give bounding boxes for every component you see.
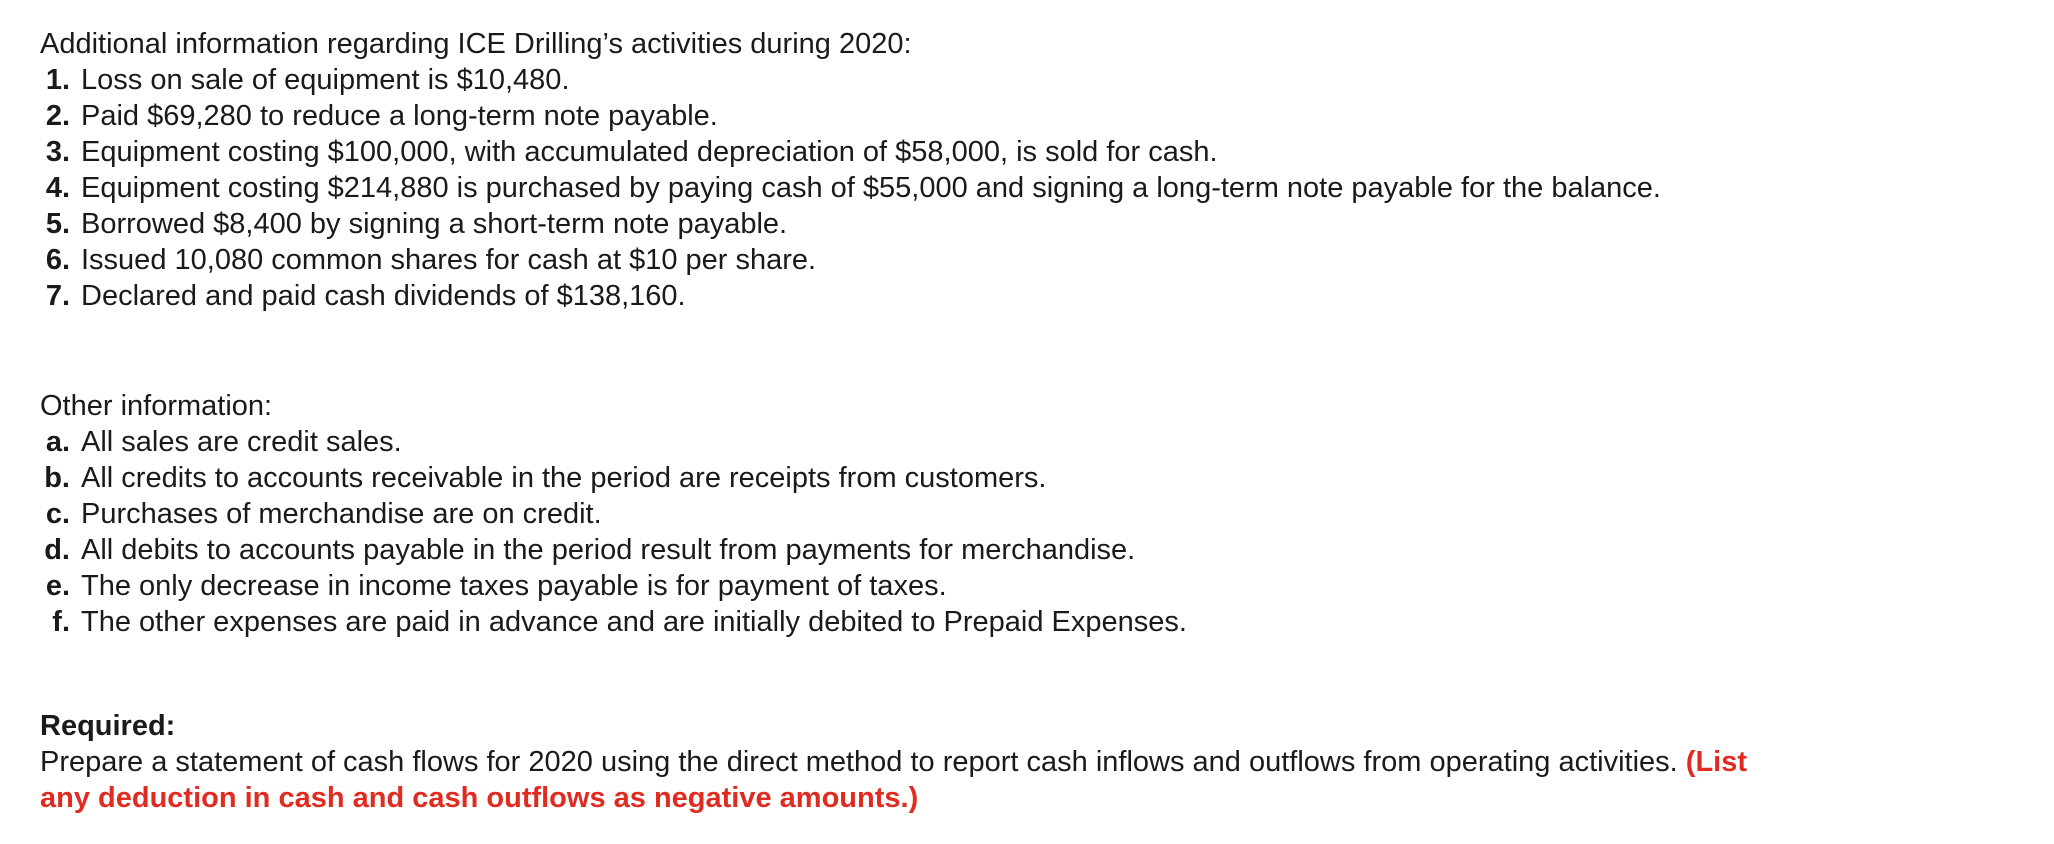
list-marker: 2. [45,100,70,132]
list-item-text: The only decrease in income taxes payable is for payment of taxes. [81,570,947,602]
list-item-text: Loss on sale of equipment is $10,480. [81,64,570,96]
list-marker: c. [45,498,70,530]
list-marker: 4. [45,172,70,204]
list-marker: 3. [45,136,70,168]
other-information-heading: Other information: [40,390,273,422]
list-item-text: Equipment costing $100,000, with accumulated depreciation of $58,000, is sold for cash. [81,136,1218,168]
list-item-text: The other expenses are paid in advance and are initially debited to Prepaid Expenses. [81,606,1187,638]
required-instruction-line-2: any deduction in cash and cash outflows as negative amounts.) [40,782,919,814]
required-heading: Required: [40,710,176,742]
list-item-text: Paid $69,280 to reduce a long-term note payable. [81,100,718,132]
list-item-text: All credits to accounts receivable in the period are receipts from customers. [81,462,1047,494]
list-item-text: All debits to accounts payable in the period result from payments for merchandise. [81,534,1136,566]
additional-item-2 [0,98,2054,134]
list-item-text: Issued 10,080 common shares for cash at $10 per share. [81,244,817,276]
list-item-text: Declared and paid cash dividends of $138,160. [81,280,686,312]
list-marker: 6. [45,244,70,276]
required-instruction-text: Prepare a statement of cash flows for 2020 using the direct method to report cash inflows and outflows from operating activities. [40,746,1686,778]
additional-item-1 [0,62,2054,98]
list-item-text: Purchases of merchandise are on credit. [81,498,602,530]
additional-item-3 [0,134,2054,170]
other-item-c [0,496,2054,532]
other-item-a [0,424,2054,460]
list-item-text: Equipment costing $214,880 is purchased by paying cash of $55,000 and signing a long-term note payable for the balance. [81,172,1661,204]
other-item-b [0,460,2054,496]
additional-item-6 [0,242,2054,278]
list-item-text: All sales are credit sales. [81,426,402,458]
list-item-text: Borrowed $8,400 by signing a short-term note payable. [81,208,788,240]
list-marker: b. [44,462,70,494]
additional-item-5 [0,206,2054,242]
list-marker: 5. [45,208,70,240]
list-marker: e. [45,570,70,602]
additional-information-heading: Additional information regarding ICE Drilling’s activities during 2020: [40,28,912,60]
other-item-e [0,568,2054,604]
required-instruction-line-1 [40,744,1747,780]
list-marker: 1. [45,64,70,96]
required-emphasis-start: (List [1685,746,1748,778]
additional-item-7 [0,278,2054,314]
list-marker: d. [44,534,70,566]
list-marker: a. [45,426,70,458]
other-item-d [0,532,2054,568]
list-marker: f. [52,606,70,638]
additional-item-4 [0,170,2054,206]
list-marker: 7. [45,280,70,312]
other-item-f [0,604,2054,640]
